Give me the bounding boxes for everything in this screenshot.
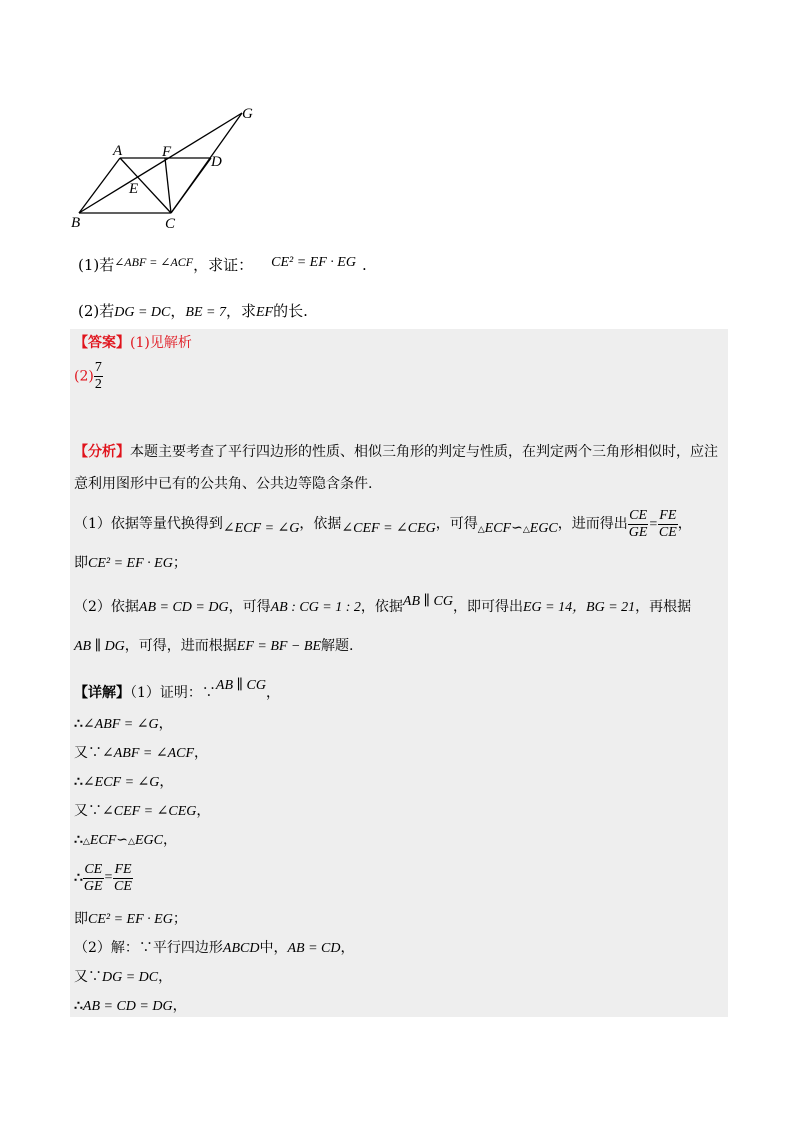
detail-s6-f1-den: GE xyxy=(83,878,103,894)
q2-mid: ，求 xyxy=(225,302,256,320)
detail-s9-end: ， xyxy=(172,998,187,1014)
detail-s2: ∠ABF = ∠ACF xyxy=(102,746,195,761)
detail-s9: AB = CD = DG xyxy=(82,999,173,1014)
therefore-icon: ∴ xyxy=(74,998,83,1014)
therefore-icon: ∴ xyxy=(74,870,83,886)
detail-s7-end: ； xyxy=(172,911,187,927)
detail-tag: 【详解】 xyxy=(74,685,130,701)
geometry-figure xyxy=(66,100,266,235)
segment-cg xyxy=(171,113,242,213)
detail-s8-end: ， xyxy=(158,969,173,985)
segment-ab xyxy=(79,158,120,213)
analysis-p1-a: （1）依据等量代换得到 xyxy=(74,516,223,532)
analysis-p2-m3: AB ∥ CG xyxy=(402,594,453,609)
q2-cond1: DG = DC xyxy=(114,305,171,320)
analysis-p1-l2-b: ； xyxy=(172,555,187,571)
q2-end: 的长. xyxy=(273,302,308,320)
analysis-p2-m4: EG = 14，BG = 21 xyxy=(522,600,636,615)
q2-prefix: (2)若 xyxy=(78,302,115,320)
answer-1: (1)见解析 xyxy=(130,335,192,351)
analysis-p2-l2-m2: EF = BF − BE xyxy=(236,639,322,654)
label-f: F xyxy=(162,144,172,160)
analysis-p1-d: ，进而得出 xyxy=(557,516,628,532)
answer-line-1 xyxy=(74,333,192,353)
analysis-p2-a: （2）依据 xyxy=(74,599,139,615)
detail-step-2 xyxy=(74,743,208,764)
analysis-p2-line2 xyxy=(74,636,353,657)
detail-p2-a: （2）解：∵平行四边形 xyxy=(74,940,223,956)
label-g: G xyxy=(242,106,253,122)
detail-s6-frac1 xyxy=(83,862,104,895)
analysis-p2-e: ，再根据 xyxy=(635,599,692,615)
q1-goal: CE² = EF · EG xyxy=(271,255,356,270)
detail-intro xyxy=(74,676,280,703)
detail-part-2 xyxy=(74,938,354,959)
detail-s6-frac2 xyxy=(113,862,133,895)
analysis-p2-line1 xyxy=(74,592,691,618)
analysis-p1-similar: △ECF∽△EGC xyxy=(477,521,558,536)
analysis-p1-m1: ∠ECF = ∠G xyxy=(222,521,300,536)
detail-p2-m2: AB = CD xyxy=(287,941,341,956)
analysis-line-1 xyxy=(74,442,718,462)
detail-s7-a: 即 xyxy=(74,911,88,927)
analysis-p1-line2 xyxy=(74,553,187,574)
analysis-p2-b: ，可得 xyxy=(228,599,271,615)
analysis-p1-f2-num: FE xyxy=(659,507,677,523)
detail-s6-f1-num: CE xyxy=(84,861,103,877)
q1-condition: ∠ABF = ∠ACF xyxy=(114,255,194,269)
label-a: A xyxy=(113,143,123,159)
analysis-text-1: 本题主要考查了平行四边形的性质、相似三角形的判定与性质，在判定两个三角形相似时，应注 xyxy=(130,444,718,460)
answer-line-2 xyxy=(74,360,103,393)
segment-fc xyxy=(165,158,171,213)
detail-step-7 xyxy=(74,909,187,930)
detail-s6-eq: = xyxy=(103,870,114,885)
answer-2-prefix: (2) xyxy=(74,368,94,385)
analysis-p2-l2-a: ，可得，进而根据 xyxy=(124,638,237,654)
analysis-p1-frac1 xyxy=(628,508,649,541)
detail-intro-m: AB ∥ CG xyxy=(215,678,266,693)
detail-p2-m1: ABCD xyxy=(222,941,260,956)
analysis-tag: 【分析】 xyxy=(74,444,130,460)
analysis-p1-f2-den: CE xyxy=(658,524,677,540)
detail-step-5: ∴△ECF∽△EGC， xyxy=(74,832,177,848)
analysis-p2-c: ，依据 xyxy=(360,599,403,615)
analysis-p2-d: ，即可得出 xyxy=(452,599,523,615)
detail-s4: ∠CEF = ∠CEG xyxy=(102,804,197,819)
analysis-p1-l2-m: CE² = EF · EG xyxy=(88,556,173,571)
therefore-icon: ∴ xyxy=(74,774,83,790)
analysis-p2-l2-b: 解题. xyxy=(321,638,354,654)
analysis-p2-l2-m1: AB ∥ DG xyxy=(74,639,125,654)
because-icon: 又∵ xyxy=(74,745,102,761)
detail-s2-end: ， xyxy=(194,745,209,761)
analysis-p1-f1-num: CE xyxy=(629,507,648,523)
detail-s3-end: ， xyxy=(159,774,174,790)
detail-step-6 xyxy=(74,858,133,898)
label-e: E xyxy=(129,181,139,197)
detail-s5-end: ， xyxy=(162,832,177,848)
q1-prefix: (1)若 xyxy=(78,256,115,274)
answer-2-numerator: 7 xyxy=(94,360,102,375)
analysis-p1-m3: ECF∽ xyxy=(484,521,523,536)
detail-p2-b: 中， xyxy=(259,940,288,956)
question-1 xyxy=(78,252,367,275)
analysis-line-2 xyxy=(74,474,372,494)
segment-ac xyxy=(120,158,171,213)
detail-s8: DG = DC xyxy=(102,970,159,985)
detail-s5-a: ECF∽ xyxy=(89,833,129,848)
label-d: D xyxy=(211,154,222,170)
detail-step-9 xyxy=(74,996,187,1017)
analysis-p1-b: ，依据 xyxy=(299,516,342,532)
answer-tag: 【答案】 xyxy=(74,335,130,351)
analysis-p2-m2: AB : CG = 1 : 2 xyxy=(270,600,361,615)
detail-intro-text: （1）证明：∵ xyxy=(130,685,216,701)
q1-end: . xyxy=(361,256,367,274)
detail-step-3 xyxy=(74,772,173,793)
q2-comma: ， xyxy=(170,302,186,320)
therefore-icon: ∴ xyxy=(74,716,83,732)
analysis-p1-f1-den: GE xyxy=(628,524,648,540)
detail-s7: CE² = EF · EG xyxy=(88,912,173,927)
detail-p2-end: ， xyxy=(340,940,355,956)
detail-s4-end: ， xyxy=(196,803,211,819)
analysis-p1-frac2 xyxy=(658,508,678,541)
because-icon: 又∵ xyxy=(74,969,102,985)
therefore-icon: ∴ xyxy=(74,832,83,848)
q2-cond2: BE = 7 xyxy=(185,305,226,320)
analysis-p2-m1: AB = CD = DG xyxy=(138,600,229,615)
analysis-p1-eq: = xyxy=(648,517,658,532)
detail-s1: ∠ABF = ∠G xyxy=(82,717,159,732)
detail-s6-f2-num: FE xyxy=(114,861,132,877)
answer-2-fraction xyxy=(94,360,103,393)
answer-2-denominator: 2 xyxy=(94,377,102,392)
detail-step-1 xyxy=(74,714,173,735)
q2-target: EF xyxy=(255,305,274,320)
analysis-p1-e: ， xyxy=(677,516,692,532)
analysis-p1-l2-a: 即 xyxy=(74,555,88,571)
detail-s6-f2-den: CE xyxy=(114,878,132,894)
detail-step-8 xyxy=(74,967,172,988)
analysis-p1-m3b: EGC xyxy=(529,521,558,536)
detail-s3: ∠ECF = ∠G xyxy=(82,775,160,790)
analysis-text-2: 意利用图形中已有的公共角、公共边等隐含条件. xyxy=(74,476,373,492)
label-b: B xyxy=(71,215,81,231)
label-c: C xyxy=(165,216,176,232)
detail-step-4 xyxy=(74,801,210,822)
analysis-p1-line1 xyxy=(74,506,692,547)
analysis-p1-c: ，可得 xyxy=(435,516,478,532)
analysis-p1-m2: ∠CEF = ∠CEG xyxy=(341,521,436,536)
q1-mid: ，求证： xyxy=(193,256,254,274)
because-icon: 又∵ xyxy=(74,803,102,819)
detail-s1-end: ， xyxy=(158,716,173,732)
question-2 xyxy=(78,301,308,323)
detail-s5-b: EGC xyxy=(134,833,163,848)
detail-intro-end: ， xyxy=(265,685,280,701)
